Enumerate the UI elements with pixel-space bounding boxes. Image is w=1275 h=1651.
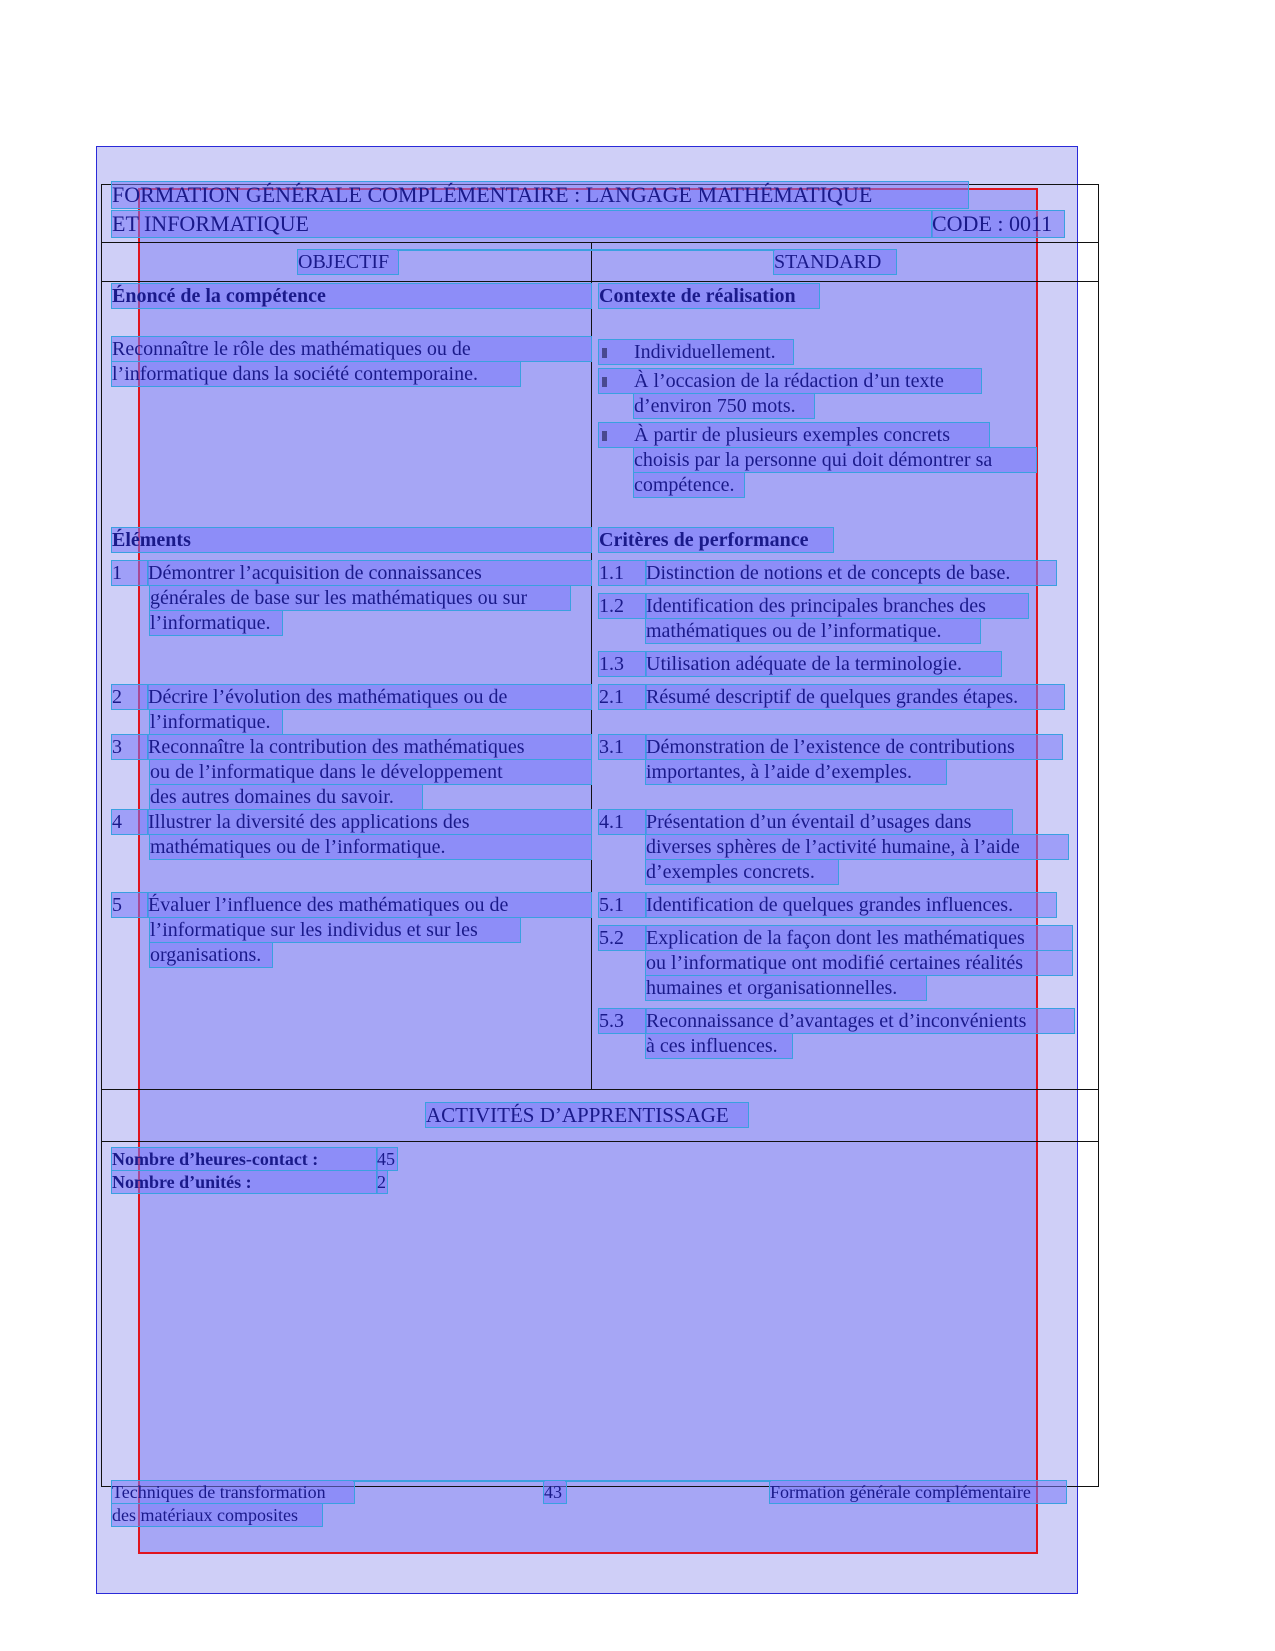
units-value: 2 — [377, 1172, 386, 1192]
divider — [101, 242, 1099, 243]
criterion-text: importantes, à l’aide d’exemples. — [646, 760, 946, 784]
criterion-text: Explication de la façon dont les mathématiques — [646, 926, 1072, 950]
context-item: Individuellement. — [599, 340, 793, 364]
criterion-number: 5.1 — [599, 893, 646, 917]
criterion-text: à ces influences. — [646, 1034, 792, 1058]
element-text: générales de base sur les mathématiques ou sur — [150, 586, 570, 610]
criterion-number: 2.1 — [599, 685, 646, 709]
element-text: ou de l’informatique dans le développement — [150, 760, 591, 784]
element-text: Illustrer la diversité des applications des — [148, 810, 591, 834]
element-text: organisations. — [150, 943, 272, 967]
context-item-cont: choisis par la personne qui doit démontrer sa — [634, 448, 1036, 472]
element-text: des autres domaines du savoir. — [150, 785, 422, 809]
criterion-text: Identification de quelques grandes influences. — [646, 893, 1056, 917]
element-text: Reconnaître la contribution des mathématiques — [148, 735, 591, 759]
element-number: 3 — [112, 735, 148, 759]
criterion-text: Utilisation adéquate de la terminologie. — [646, 652, 1001, 676]
element-number: 1 — [112, 561, 148, 585]
activities-heading: ACTIVITÉS D’APPRENTISSAGE — [426, 1103, 748, 1127]
element-text: Démontrer l’acquisition de connaissances — [148, 561, 591, 585]
column-header-objectif: OBJECTIF — [298, 250, 398, 274]
criterion-number: 5.2 — [599, 926, 646, 950]
criterion-text: Résumé descriptif de quelques grandes étapes. — [646, 685, 1064, 709]
divider — [101, 1089, 1099, 1090]
criterion-text: diverses sphères de l’activité humaine, à l’aide — [646, 835, 1068, 859]
criterion-text: Présentation d’un éventail d’usages dans — [646, 810, 1012, 834]
competence-text: l’informatique dans la société contemporaine. — [112, 362, 520, 386]
units-label: Nombre d’unités : — [112, 1171, 377, 1193]
criterion-text: ou l’informatique ont modifié certaines réalités — [646, 951, 1072, 975]
competence-text: Reconnaître le rôle des mathématiques ou de — [112, 337, 591, 361]
element-text: l’informatique. — [150, 710, 282, 734]
page-number: 43 — [544, 1481, 566, 1503]
context-item-cont: d’environ 750 mots. — [634, 394, 814, 418]
criteria-heading: Critères de performance — [599, 528, 833, 552]
criterion-text: humaines et organisationnelles. — [646, 976, 926, 1000]
column-divider — [591, 242, 592, 1089]
competence-heading: Énoncé de la compétence — [112, 284, 591, 308]
element-text: l’informatique. — [150, 611, 282, 635]
element-text: mathématiques ou de l’informatique. — [150, 835, 591, 859]
element-text: l’informatique sur les individus et sur les — [150, 918, 520, 942]
criterion-text: Démonstration de l’existence de contributions — [646, 735, 1062, 759]
criterion-number: 1.1 — [599, 561, 646, 585]
context-item: À partir de plusieurs exemples concrets — [599, 423, 989, 447]
elements-heading: Éléments — [112, 528, 591, 552]
hours-value: 45 — [377, 1149, 395, 1169]
footer-program: Techniques de transformation — [112, 1481, 354, 1503]
criterion-text: Distinction de notions et de concepts de base. — [646, 561, 1056, 585]
criterion-text: mathématiques ou de l’informatique. — [646, 619, 980, 643]
criterion-number: 3.1 — [599, 735, 646, 759]
criterion-number: 4.1 — [599, 810, 646, 834]
criterion-number: 5.3 — [599, 1009, 646, 1033]
context-heading: Contexte de réalisation — [599, 284, 819, 308]
element-number: 5 — [112, 893, 148, 917]
footer-section: Formation générale complémentaire — [770, 1481, 1066, 1503]
document-title: FORMATION GÉNÉRALE COMPLÉMENTAIRE : LANGAGE MATHÉMATIQUE — [112, 182, 968, 208]
document-title-line2: ET INFORMATIQUE — [112, 211, 932, 237]
course-code: CODE : 0011 — [932, 211, 1064, 237]
criterion-text: Identification des principales branches des — [646, 594, 1028, 618]
element-text: Décrire l’évolution des mathématiques ou de — [148, 685, 591, 709]
element-number: 2 — [112, 685, 148, 709]
element-number: 4 — [112, 810, 148, 834]
criterion-number: 1.2 — [599, 594, 646, 618]
criterion-number: 1.3 — [599, 652, 646, 676]
divider — [101, 1141, 1099, 1142]
element-text: Évaluer l’influence des mathématiques ou de — [148, 893, 591, 917]
criterion-text: d’exemples concrets. — [646, 860, 838, 884]
footer-program-line2: des matériaux composites — [112, 1504, 322, 1526]
criterion-text: Reconnaissance d’avantages et d’inconvénients — [646, 1009, 1074, 1033]
hours-label: Nombre d’heures-contact : — [112, 1148, 377, 1170]
context-item-cont: compétence. — [634, 473, 744, 497]
divider — [101, 281, 1099, 282]
column-header-standard: STANDARD — [774, 250, 896, 274]
context-item: À l’occasion de la rédaction d’un texte — [599, 369, 981, 393]
